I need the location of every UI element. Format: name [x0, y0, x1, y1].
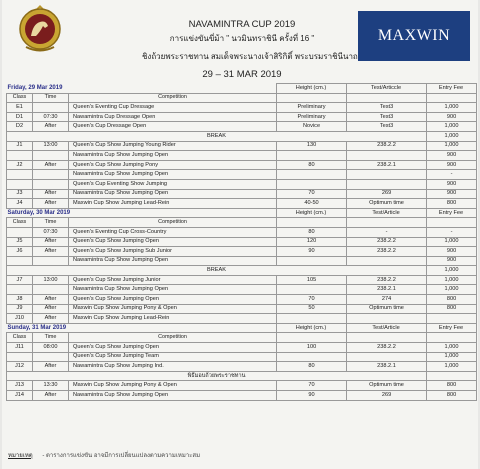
height-cell: Preliminary: [277, 112, 347, 122]
break-row: [7, 131, 477, 141]
test-cell: 269: [347, 189, 427, 199]
competition-cell: Queen's Cup Show Jumping Open: [69, 237, 277, 247]
class-cell: [7, 170, 33, 180]
class-cell: D1: [7, 112, 33, 122]
competition-cell: Nawamintra Cup Dressage Open: [69, 112, 277, 122]
footer-label: หมายเหตุ: [8, 453, 33, 459]
header-height: Height (cm.): [277, 323, 347, 333]
competition-cell: Maxwin Cup Show Jumping Lead-Rein: [69, 199, 277, 209]
maxwin-logo: MAXWIN: [358, 11, 470, 61]
schedule-row: [7, 227, 477, 237]
time-cell: After: [33, 314, 69, 324]
time-cell: 08:00: [33, 343, 69, 353]
time-cell: 07:30: [33, 112, 69, 122]
height-cell: 80: [277, 362, 347, 372]
class-cell: [7, 256, 33, 266]
class-cell: J2: [7, 160, 33, 170]
schedule-row: [7, 151, 477, 161]
fee-cell: 1,000: [427, 285, 477, 295]
header-class: Class: [7, 333, 33, 343]
header-class: Class: [7, 218, 33, 228]
competition-cell: Nawamintra Cup Show Jumping Open: [69, 170, 277, 180]
schedule-table: [6, 83, 477, 401]
fee-cell: 800: [427, 295, 477, 305]
footer-text: - ตารางการแข่งขัน อาจมีการเปลี่ยนแปลงตามความเหมาะสม: [42, 453, 201, 459]
class-cell: J13: [7, 381, 33, 391]
test-cell: 238.2.2: [347, 247, 427, 257]
time-cell: After: [33, 199, 69, 209]
competition-cell: Maxwin Cup Show Jumping Pony & Open: [69, 381, 277, 391]
break-label: พิธีมอบถ้วยพระราชทาน: [7, 371, 427, 381]
fee-cell: 900: [427, 160, 477, 170]
class-cell: J7: [7, 275, 33, 285]
time-cell: After: [33, 189, 69, 199]
height-cell: [277, 285, 347, 295]
class-cell: J3: [7, 189, 33, 199]
header-test: Test/Articcle: [347, 84, 427, 94]
competition-cell: Queen's Cup Show Jumping Open: [69, 295, 277, 305]
competition-cell: Maxwin Cup Show Jumping Pony & Open: [69, 304, 277, 314]
test-cell: 274: [347, 295, 427, 305]
class-cell: [7, 285, 33, 295]
class-cell: [7, 179, 33, 189]
test-cell: -: [347, 227, 427, 237]
header-competition: Competition: [69, 93, 277, 103]
break-label: BREAK: [7, 266, 427, 276]
fee-cell: 800: [427, 381, 477, 391]
height-cell: 80: [277, 160, 347, 170]
test-cell: 238.2.1: [347, 362, 427, 372]
schedule-row: [7, 237, 477, 247]
fee-cell: [427, 314, 477, 324]
height-cell: Preliminary: [277, 103, 347, 113]
column-header-row: [7, 218, 477, 228]
fee-cell: 1,000: [427, 122, 477, 132]
header-fee: Entry Fee: [427, 323, 477, 333]
fee-cell: 1,000: [427, 275, 477, 285]
test-cell: 238.2.1: [347, 160, 427, 170]
height-cell: 120: [277, 237, 347, 247]
break-row: [7, 371, 477, 381]
class-cell: J6: [7, 247, 33, 257]
fee-cell: 800: [427, 199, 477, 209]
time-cell: After: [33, 362, 69, 372]
competition-cell: Queen's Cup Show Jumping Open: [69, 343, 277, 353]
break-fee: 1,000: [427, 266, 477, 276]
height-cell: 70: [277, 381, 347, 391]
class-cell: J8: [7, 295, 33, 305]
column-header-row: [7, 333, 477, 343]
test-cell: 238.2.2: [347, 275, 427, 285]
competition-cell: Nawamintra Cup Show Jumping Open: [69, 189, 277, 199]
break-row: [7, 266, 477, 276]
fee-cell: -: [427, 170, 477, 180]
class-cell: J10: [7, 314, 33, 324]
header-height: Height (cm.): [277, 208, 347, 218]
height-cell: [277, 352, 347, 362]
time-cell: [33, 352, 69, 362]
header-height: Height (cm.): [277, 84, 347, 94]
time-cell: After: [33, 391, 69, 401]
competition-cell: Nawamintra Cup Show Jumping Open: [69, 151, 277, 161]
class-cell: [7, 352, 33, 362]
header-spacer: [347, 93, 427, 103]
fee-cell: 800: [427, 304, 477, 314]
schedule-row: [7, 362, 477, 372]
schedule-row: [7, 189, 477, 199]
schedule-row: [7, 170, 477, 180]
test-cell: Optimum time: [347, 381, 427, 391]
header-spacer: [277, 218, 347, 228]
footer-note: [8, 450, 200, 460]
test-cell: 269: [347, 391, 427, 401]
competition-cell: Queen's Cup Show Jumping Sub Junior: [69, 247, 277, 257]
time-cell: 13:30: [33, 381, 69, 391]
test-cell: 238.2.2: [347, 343, 427, 353]
competition-cell: Maxwin Cup Show Jumping Lead-Rein: [69, 314, 277, 324]
height-cell: 70: [277, 189, 347, 199]
class-cell: [7, 151, 33, 161]
class-cell: J9: [7, 304, 33, 314]
fee-cell: 1,000: [427, 343, 477, 353]
time-cell: After: [33, 160, 69, 170]
fee-cell: 1,000: [427, 141, 477, 151]
page: [2, 0, 478, 469]
schedule-row: [7, 275, 477, 285]
header-fee: Entry Fee: [427, 84, 477, 94]
height-cell: [277, 314, 347, 324]
time-cell: [33, 285, 69, 295]
class-cell: E1: [7, 103, 33, 113]
height-cell: 90: [277, 247, 347, 257]
competition-cell: Queen's Cup Show Jumping Young Rider: [69, 141, 277, 151]
time-cell: After: [33, 304, 69, 314]
header-time: Time: [33, 333, 69, 343]
schedule-row: [7, 285, 477, 295]
equestrian-crest-logo: [16, 2, 64, 54]
day-header: [7, 84, 477, 94]
competition-cell: Queen's Cup Dressage Open: [69, 122, 277, 132]
test-cell: [347, 256, 427, 266]
header-competition: Competition: [69, 218, 277, 228]
class-cell: J12: [7, 362, 33, 372]
competition-cell: Nawamintra Cup Show Jumping Open: [69, 391, 277, 401]
day-date: Friday, 29 Mar 2019: [7, 84, 63, 91]
test-cell: Test3: [347, 112, 427, 122]
time-cell: [33, 103, 69, 113]
competition-cell: Nawamintra Cup Show Jumping Open: [69, 256, 277, 266]
test-cell: 238.2.2: [347, 141, 427, 151]
fee-cell: 1,000: [427, 362, 477, 372]
schedule-row: [7, 179, 477, 189]
test-cell: Optimum time: [347, 304, 427, 314]
height-cell: 130: [277, 141, 347, 151]
competition-cell: Queen's Cup Show Jumping Team: [69, 352, 277, 362]
schedule-row: [7, 141, 477, 151]
header-spacer: [427, 333, 477, 343]
header-competition: Competition: [69, 333, 277, 343]
fee-cell: 1,000: [427, 103, 477, 113]
test-cell: [347, 179, 427, 189]
header-spacer: [277, 333, 347, 343]
header-spacer: [427, 218, 477, 228]
class-cell: J11: [7, 343, 33, 353]
schedule-row: [7, 103, 477, 113]
class-cell: D2: [7, 122, 33, 132]
competition-cell: Queen's Eventing Cup Dressage: [69, 103, 277, 113]
header-test: Test/Article: [347, 208, 427, 218]
time-cell: After: [33, 122, 69, 132]
header-spacer: [277, 93, 347, 103]
schedule-row: [7, 391, 477, 401]
class-cell: J5: [7, 237, 33, 247]
height-cell: [277, 256, 347, 266]
height-cell: 90: [277, 391, 347, 401]
fee-cell: 1,000: [427, 352, 477, 362]
competition-cell: Queen's Cup Show Jumping Junior: [69, 275, 277, 285]
time-cell: [33, 256, 69, 266]
fee-cell: 900: [427, 151, 477, 161]
time-cell: 13:00: [33, 275, 69, 285]
class-cell: J1: [7, 141, 33, 151]
time-cell: [33, 179, 69, 189]
height-cell: 105: [277, 275, 347, 285]
competition-cell: Queen's Cup Show Jumping Pony: [69, 160, 277, 170]
test-cell: [347, 151, 427, 161]
header-spacer: [427, 93, 477, 103]
test-cell: Test3: [347, 103, 427, 113]
fee-cell: 900: [427, 112, 477, 122]
day-header: [7, 323, 477, 333]
header-time: Time: [33, 218, 69, 228]
height-cell: [277, 151, 347, 161]
schedule-row: [7, 256, 477, 266]
day-header: [7, 208, 477, 218]
time-cell: After: [33, 295, 69, 305]
fee-cell: -: [427, 227, 477, 237]
header-class: Class: [7, 93, 33, 103]
height-cell: 50: [277, 304, 347, 314]
schedule-row: [7, 343, 477, 353]
schedule-row: [7, 352, 477, 362]
header-time: Time: [33, 93, 69, 103]
class-cell: [7, 227, 33, 237]
fee-cell: 1,000: [427, 237, 477, 247]
test-cell: [347, 170, 427, 180]
time-cell: After: [33, 247, 69, 257]
header-spacer: [347, 218, 427, 228]
time-cell: 07:30: [33, 227, 69, 237]
fee-cell: 900: [427, 179, 477, 189]
test-cell: [347, 314, 427, 324]
header-fee: Entry Fee: [427, 208, 477, 218]
schedule-row: [7, 122, 477, 132]
height-cell: 40-50: [277, 199, 347, 209]
class-cell: J14: [7, 391, 33, 401]
break-fee: 1,000: [427, 131, 477, 141]
test-cell: Test3: [347, 122, 427, 132]
fee-cell: 900: [427, 247, 477, 257]
schedule-row: [7, 199, 477, 209]
time-cell: [33, 170, 69, 180]
competition-cell: Nawamintra Cup Show Jumping Open: [69, 285, 277, 295]
height-cell: [277, 170, 347, 180]
event-dates: 29 – 31 MAR 2019: [202, 69, 282, 80]
height-cell: 100: [277, 343, 347, 353]
fee-cell: 900: [427, 256, 477, 266]
schedule-row: [7, 314, 477, 324]
day-date: Sunday, 31 Mar 2019: [7, 324, 67, 331]
height-cell: 70: [277, 295, 347, 305]
test-cell: 238.2.2: [347, 237, 427, 247]
header-test: Test/Article: [347, 323, 427, 333]
schedule-row: [7, 381, 477, 391]
event-subtitle-thai: การแข่งขันขี่ม้า " นวมินทราชินี ครั้งที่ 16 ": [169, 34, 315, 43]
header-spacer: [347, 333, 427, 343]
fee-cell: 900: [427, 189, 477, 199]
schedule-row: [7, 112, 477, 122]
schedule-row: [7, 160, 477, 170]
fee-cell: 800: [427, 391, 477, 401]
height-cell: Novice: [277, 122, 347, 132]
test-cell: 238.2.1: [347, 285, 427, 295]
time-cell: 13:00: [33, 141, 69, 151]
break-label: BREAK: [7, 131, 427, 141]
time-cell: After: [33, 237, 69, 247]
schedule-row: [7, 304, 477, 314]
time-cell: [33, 151, 69, 161]
event-title: NAVAMINTRA CUP 2019: [188, 19, 296, 30]
break-fee: [427, 371, 477, 381]
event-patronage-thai: ชิงถ้วยพระราชทาน สมเด็จพระนางเจ้าสิริกิติ์ พระบรมราชินีนาถ: [142, 52, 358, 61]
schedule-row: [7, 295, 477, 305]
column-header-row: [7, 93, 477, 103]
height-cell: 80: [277, 227, 347, 237]
competition-cell: Queen's Cup Eventing Show Jumping: [69, 179, 277, 189]
competition-cell: Nawamintra Cup Show Jumping Ind.: [69, 362, 277, 372]
test-cell: Optimum time: [347, 199, 427, 209]
competition-cell: Queen's Eventing Cup Cross-Country: [69, 227, 277, 237]
schedule-row: [7, 247, 477, 257]
test-cell: [347, 352, 427, 362]
class-cell: J4: [7, 199, 33, 209]
day-date: Saturday, 30 Mar 2019: [7, 209, 71, 216]
height-cell: [277, 179, 347, 189]
